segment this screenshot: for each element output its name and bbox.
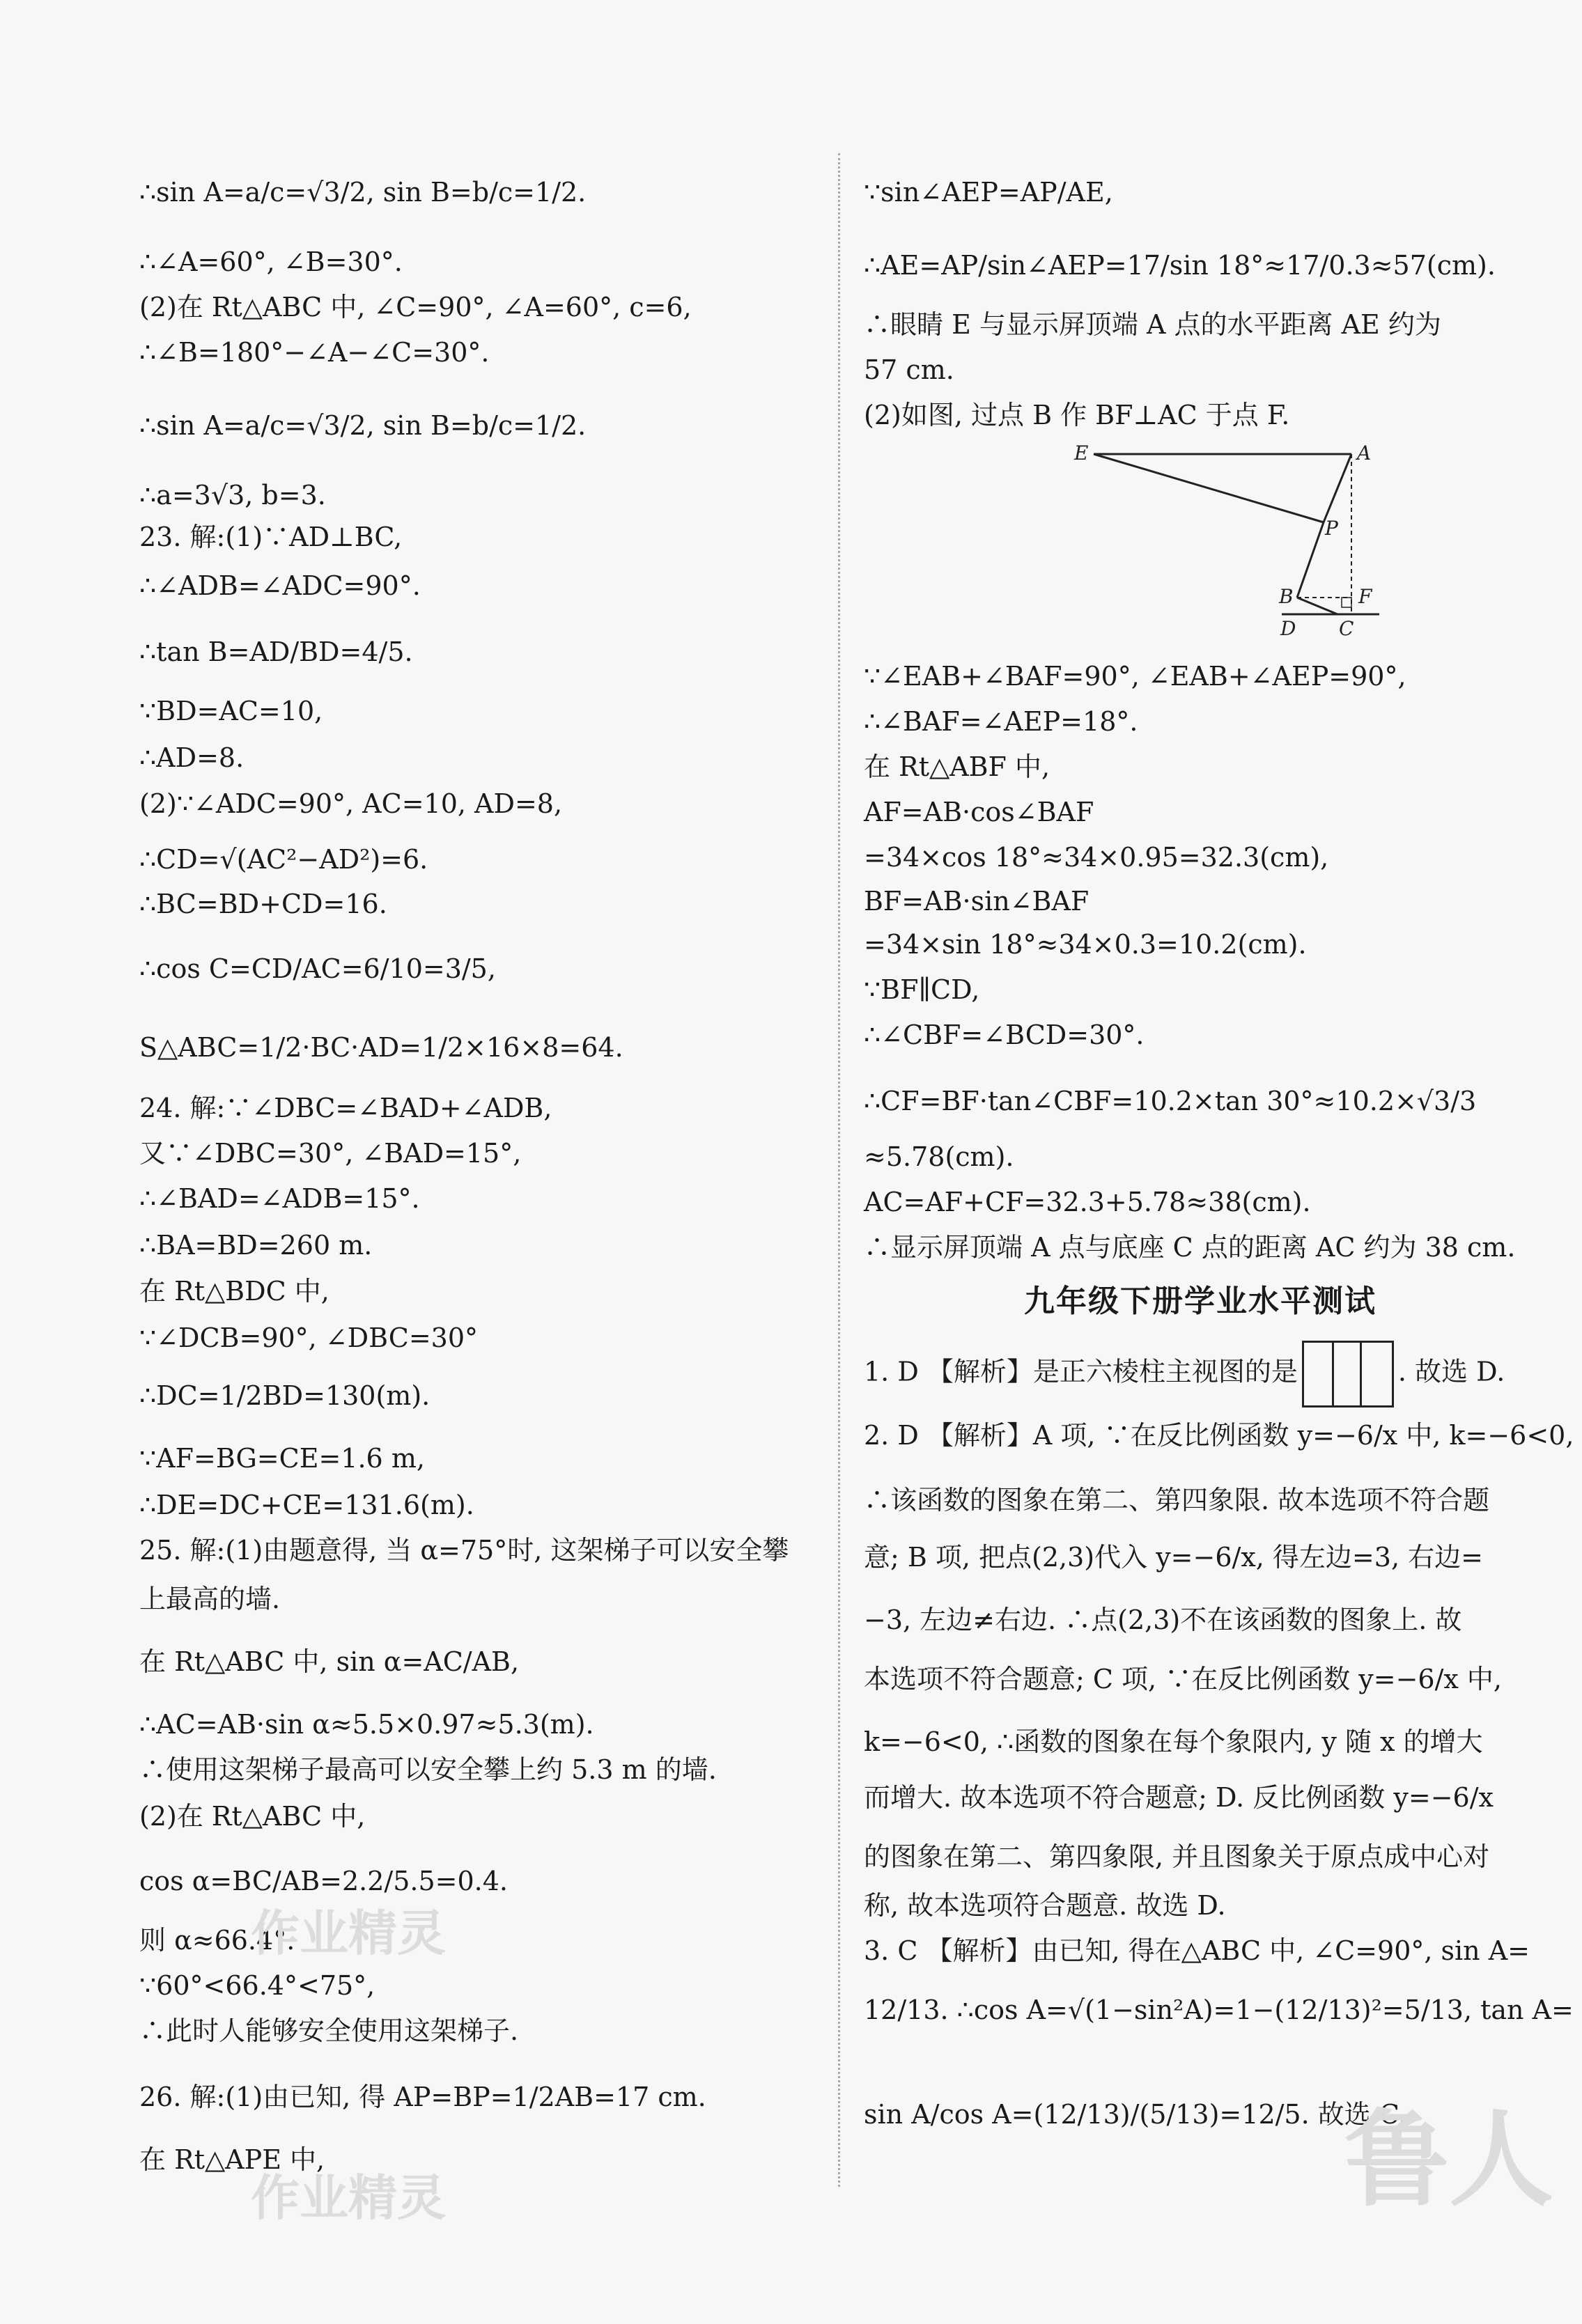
line-text: =34×cos 18°≈34×0.95=32.3(cm),	[864, 842, 1329, 873]
text-line	[139, 1487, 474, 1523]
text-line	[139, 1581, 280, 1617]
text-line	[864, 749, 1050, 785]
line-text: 2. D 【解析】A 项, ∵在反比例函数 y=−6/x 中, k=−6<0,	[864, 1420, 1574, 1451]
text-line	[864, 1139, 1014, 1175]
text-line	[139, 740, 244, 776]
line-text: 称, 故本选项符合题意. 故选 D.	[864, 1890, 1226, 1921]
line-text: ∴该函数的图象在第二、第四象限. 故本选项不符合题	[864, 1485, 1490, 1515]
text-line	[139, 519, 402, 555]
line-text: 上最高的墙.	[139, 1584, 281, 1614]
line-text: S△ABC=1/2·BC·AD=1/2×16×8=64.	[139, 1032, 623, 1063]
text-line	[139, 1090, 552, 1126]
text-line	[139, 244, 403, 280]
line-text: cos α=BC/AB=2.2/5.5=0.4.	[139, 1866, 508, 1896]
line-text: ∵BD=AC=10,	[139, 696, 323, 726]
text-line	[864, 1779, 1494, 1816]
line-text: 57 cm.	[864, 354, 954, 385]
watermark: 作业精灵	[251, 1905, 446, 1962]
text-line	[864, 352, 954, 388]
line-text: ∴CD=√(AC²−AD²)=6.	[139, 844, 428, 875]
hexagonal-prism-front-view-icon	[1302, 1341, 1394, 1407]
line-text: ∴sin A=a/c=√3/2, sin B=b/c=1/2.	[139, 410, 587, 441]
text-line	[139, 2079, 706, 2115]
line-text: 25. 解:(1)由题意得, 当 α=75°时, 这架梯子可以安全攀	[139, 1535, 789, 1566]
line-text: 而增大. 故本选项不符合题意; D. 反比例函数 y=−6/x	[864, 1782, 1494, 1813]
text-line	[864, 658, 1406, 694]
line-text: 3. C 【解析】由已知, 得在△ABC 中, ∠C=90°, sin A=	[864, 1935, 1530, 1966]
text-line	[139, 1967, 375, 2004]
line-text: ∴tan B=AD/BD=4/5.	[139, 637, 413, 667]
text-line	[139, 568, 421, 604]
text-line	[864, 926, 1307, 962]
line-text: 在 Rt△ABC 中, sin α=AC/AB,	[139, 1646, 520, 1677]
text-line	[864, 794, 1094, 830]
text-line	[864, 306, 1441, 343]
line-text: 12/13. ∴cos A=√(1−sin²A)=1−(12/13)²=5/13, tan A=	[864, 1995, 1574, 2025]
column-divider	[838, 153, 840, 2187]
label-E: E	[1074, 442, 1089, 465]
line-text: ∴此时人能够安全使用这架梯子.	[139, 2015, 519, 2046]
text-line	[139, 1029, 623, 1066]
line-text: =34×sin 18°≈34×0.3=10.2(cm).	[864, 929, 1307, 960]
line-text: ∴∠BAD=∠ADB=15°.	[139, 1183, 420, 1214]
line-text-after: . 故选 D.	[1397, 1356, 1505, 1387]
text-line	[139, 841, 428, 878]
text-line	[139, 1440, 425, 1476]
text-line	[864, 397, 1289, 433]
line-text: k=−6<0, ∴函数的图象在每个象限内, y 随 x 的增大	[864, 1726, 1483, 1757]
label-B: B	[1279, 585, 1294, 608]
line-text: ∴DC=1/2BD=130(m).	[139, 1380, 431, 1411]
text-line	[139, 693, 323, 729]
text-line	[139, 174, 586, 210]
line-text: ∵BF∥CD,	[864, 974, 980, 1005]
line-text: ∵AF=BG=CE=1.6 m,	[139, 1443, 425, 1474]
text-line	[864, 703, 1138, 740]
line-text: AC=AF+CF=32.3+5.78≈38(cm).	[864, 1187, 1311, 1217]
line-text: 在 Rt△BDC 中,	[139, 1276, 329, 1307]
line-text: (2)∵∠ADC=90°, AC=10, AD=8,	[139, 788, 563, 819]
line-text: ∴∠A=60°, ∠B=30°.	[139, 247, 403, 277]
line-text: ∴AE=AP/sin∠AEP=17/sin 18°≈17/0.3≈57(cm).	[864, 250, 1496, 281]
geometry-figure	[1073, 432, 1393, 641]
line-text: AF=AB·cos∠BAF	[864, 797, 1094, 827]
line-text: 则 α≈66.4°.	[139, 1925, 295, 1956]
text-line	[139, 634, 413, 670]
text-line	[864, 839, 1328, 875]
watermark: 作业精灵	[251, 2169, 446, 2226]
text-line	[864, 883, 1089, 919]
text-line	[139, 477, 326, 513]
line-text: sin A/cos A=(12/13)/(5/13)=12/5. 故选 C.	[864, 2099, 1407, 2130]
line-text: ∴∠B=180°−∠A−∠C=30°.	[139, 337, 490, 368]
line-text: ∴∠ADB=∠ADC=90°.	[139, 570, 421, 601]
line-text: ∴AD=8.	[139, 742, 245, 773]
line-text: ∴CF=BF·tan∠CBF=10.2×tan 30°≈10.2×√3/3	[864, 1086, 1477, 1116]
line-text: ∴a=3√3, b=3.	[139, 480, 326, 510]
line-text: ∵∠EAB+∠BAF=90°, ∠EAB+∠AEP=90°,	[864, 661, 1406, 692]
text-line	[864, 1602, 1461, 1638]
line-text: ∴cos C=CD/AC=6/10=3/5,	[139, 953, 496, 984]
text-line	[864, 1992, 1574, 2028]
line-text: 在 Rt△APE 中,	[139, 2144, 325, 2175]
text-line	[139, 407, 586, 444]
line-text: ∴显示屏顶端 A 点与底座 C 点的距离 AC 约为 38 cm.	[864, 1232, 1516, 1263]
line-text: ∵sin∠AEP=AP/AE,	[864, 177, 1113, 208]
text-line	[864, 1017, 1145, 1053]
text-line	[139, 886, 387, 922]
text-line	[139, 1180, 420, 1217]
text-line	[139, 1227, 372, 1263]
text-line	[864, 1724, 1483, 1760]
text-line	[139, 334, 489, 371]
watermark: 鲁人	[1344, 2100, 1554, 2221]
text-line	[139, 1135, 521, 1171]
text-line	[864, 972, 979, 1008]
text-line	[864, 1887, 1226, 1924]
line-text: 本选项不符合题意; C 项, ∵在反比例函数 y=−6/x 中,	[864, 1664, 1502, 1694]
line-text: ∵60°<66.4°<75°,	[139, 1970, 375, 2001]
line-text: ∴sin A=a/c=√3/2, sin B=b/c=1/2.	[139, 177, 587, 208]
text-line	[864, 1933, 1530, 1969]
text-line	[864, 1341, 1505, 1407]
text-line	[139, 1752, 717, 1788]
text-line	[139, 951, 496, 987]
line-text: ∴∠BAF=∠AEP=18°.	[864, 706, 1138, 737]
line-text: (2)在 Rt△ABC 中, ∠C=90°, ∠A=60°, c=6,	[139, 292, 692, 322]
text-line	[864, 1184, 1311, 1220]
text-line	[864, 247, 1496, 283]
text-line	[139, 1320, 478, 1356]
line-text: 又∵∠DBC=30°, ∠BAD=15°,	[139, 1138, 522, 1169]
line-text: (2)如图, 过点 B 作 BF⊥AC 于点 F.	[864, 400, 1290, 430]
text-line	[864, 2096, 1407, 2132]
text-line	[139, 289, 692, 325]
label-P: P	[1325, 517, 1338, 540]
line-text: ≈5.78(cm).	[864, 1141, 1014, 1172]
line-text: ∴眼睛 E 与显示屏顶端 A 点的水平距离 AE 约为	[864, 309, 1441, 340]
text-line	[864, 1083, 1476, 1119]
line-text: ∵∠DCB=90°, ∠DBC=30°	[139, 1323, 479, 1353]
text-line	[139, 786, 562, 822]
text-line	[139, 1273, 329, 1309]
text-line	[864, 1229, 1515, 1265]
line-text: 26. 解:(1)由已知, 得 AP=BP=1/2AB=17 cm.	[139, 2082, 706, 2112]
line-text: 意; B 项, 把点(2,3)代入 y=−6/x, 得左边=3, 右边=	[864, 1542, 1483, 1573]
text-line	[864, 1839, 1489, 1875]
line-text: BF=AB·sin∠BAF	[864, 886, 1089, 917]
label-F: F	[1358, 585, 1372, 608]
label-C: C	[1339, 617, 1354, 640]
text-line	[139, 1644, 519, 1680]
line-text: ∴BA=BD=260 m.	[139, 1230, 373, 1261]
text-line	[864, 1539, 1483, 1575]
text-line	[864, 1417, 1574, 1453]
line-text: ∴BC=BD+CD=16.	[139, 889, 387, 919]
text-line	[139, 1532, 789, 1568]
line-text: ∴DE=DC+CE=131.6(m).	[139, 1490, 474, 1520]
label-A: A	[1357, 442, 1372, 465]
text-line	[139, 2013, 518, 2049]
line-text: 在 Rt△ABF 中,	[864, 751, 1050, 782]
line-text: 24. 解:∵∠DBC=∠BAD+∠ADB,	[139, 1093, 552, 1123]
text-line	[864, 1661, 1502, 1697]
text-line	[864, 174, 1113, 210]
line-text: −3, 左边≠右边. ∴点(2,3)不在该函数的图象上. 故	[864, 1605, 1462, 1635]
line-text: 1. D 【解析】是正六棱柱主视图的是	[864, 1356, 1298, 1387]
text-line	[139, 1798, 365, 1834]
text-line	[139, 1378, 430, 1414]
text-line	[864, 1482, 1489, 1518]
section-title: 九年级下册学业水平测试	[1024, 1284, 1377, 1319]
line-text: 的图象在第二、第四象限, 并且图象关于原点成中心对	[864, 1841, 1490, 1872]
line-text: ∴AC=AB·sin α≈5.5×0.97≈5.3(m).	[139, 1709, 594, 1740]
label-D: D	[1280, 617, 1296, 640]
line-text: ∴使用这架梯子最高可以安全攀上约 5.3 m 的墙.	[139, 1754, 717, 1785]
text-line	[139, 1706, 594, 1742]
line-text: 23. 解:(1)∵AD⊥BC,	[139, 522, 403, 552]
line-text: (2)在 Rt△ABC 中,	[139, 1801, 366, 1832]
line-text: ∴∠CBF=∠BCD=30°.	[864, 1020, 1145, 1050]
